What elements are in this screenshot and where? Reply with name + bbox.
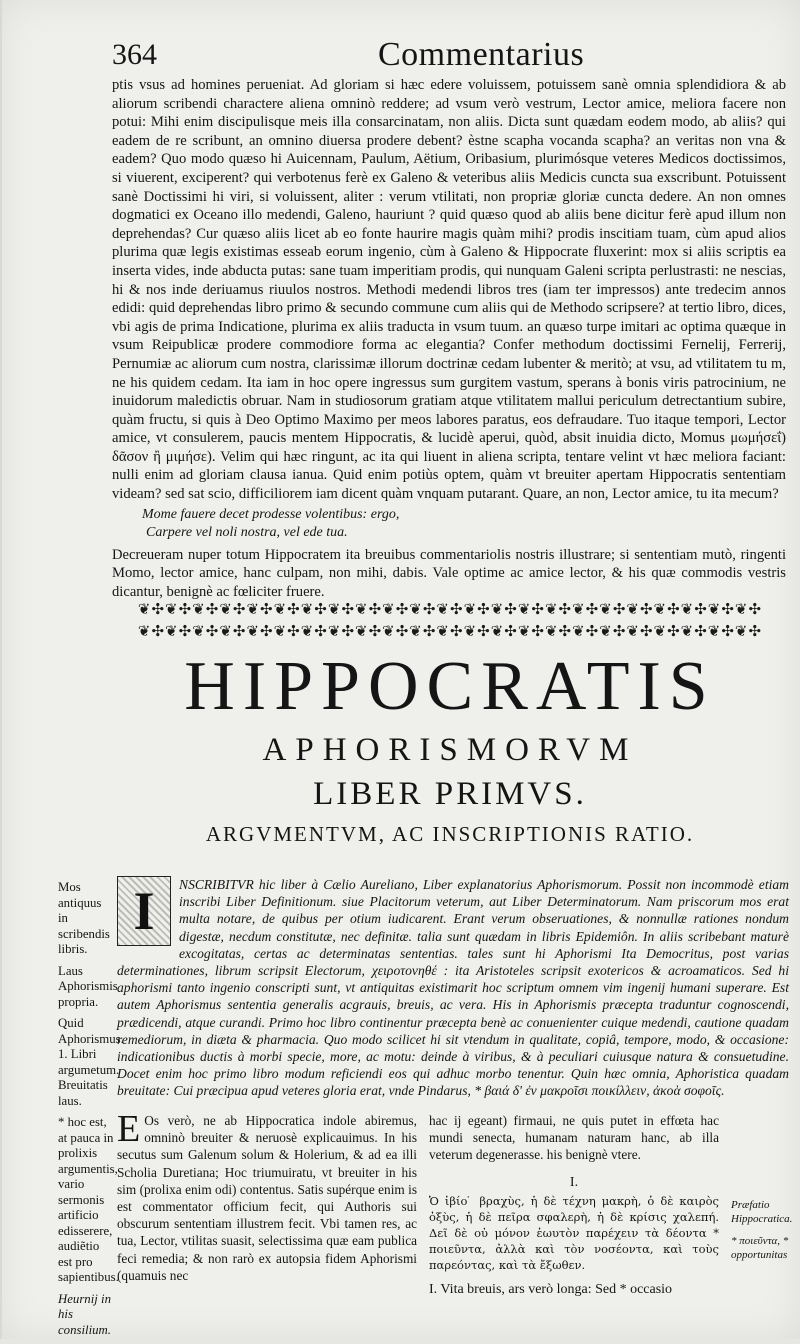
title-sub: APHORISMORVM [262,732,638,768]
latin-aphorism: I. Vita breuis, ars verò longa: Sed * occasio [429,1281,673,1297]
running-head: Commentarius [378,36,585,73]
right-column [429,1112,719,1298]
title-main: HIPPOCRATIS [184,648,716,725]
aphorism-number: I. [569,1174,579,1190]
margin-notes-right [731,1198,791,1270]
verse-line-1: Mome fauere decet prodesse volentibus: ergo, [142,506,400,522]
preface-text [112,76,786,601]
argument-heading: ARGVMENTVM, AC INSCRIPTIONIS RATIO. [205,822,695,846]
ornament-row-1: ❦✣❦✣❦✣❦✣❦✣❦✣❦✣❦✣❦✣❦✣❦✣❦✣❦✣❦✣❦✣❦✣❦✣❦✣❦✣❦✣❦✣❦✣❦✣ [137,600,763,618]
initial-letter-e: E [117,1108,141,1150]
title-block [112,646,788,852]
margin-notes-left [58,880,124,1344]
margin-note: Laus Aphorismis propria. [58,963,118,1009]
decorated-initial [117,876,171,946]
argument-text [117,876,789,1100]
title-book: LIBER PRIMVS. [313,776,587,812]
preface-paragraph-1: ptis vsus ad homines perueniat. Ad gloriam si hæc edere voluissem, potuissem sanè omnia splendidiora & ab aliorum scribendi charactere aliena omninò reddere; ad vsum verò vestrum, Lector amice, meliora facere non potui: Mihi enim discipulisque meis illa consarcinatam, non aliis. Dicta sunt quædam eodem modo, ab aliis? qui eadem de re scribunt, an omnino diuersa prodere debent? èstne scapha vocanda scapha? an veritas non vna & eadem? Quo modo quæso hi Auicennam, Paulum, Aëtium, Oribasium, plurimósque veteres Medicos doctissimos, si viuerent, exciperent? qui verbotenus ferè ex Galeno & veteribus aliis Medicis cuncta sua exscribunt. Potuissent sanè Doctissimi hi viri, si voluissent, aliter : verum vtilitati, non propriæ gloriæ cuncta dedere. An non omnes dogmatici ex Oceano illo medendi, Galeno, hauriunt ? quid quæso quod ab aliis bene dicitur ferè apud illum non deprehendas? Cur quæso aliis licet ab eo fonte haurire magis quàm mihi? prodis inscitiam tuam, cùm apud alios plurima quæ legis existimas esseab eorum ingenio, cùm à Galeno & Hippocrate fluxerint: mox si aliis scriptis ea inserta vides, inde abducta putas: sane tuam imperitiam prodis, qui nunquam Galeni scripta perlustrasti: ne nescias, hi & nos inde deriuamus riuulos nostros. Methodi medendi libros tres (iam ter impressos) ante tredecim annos edidi: quid deprehendas libro primo & secundo commune cum aliis qui de Methodo scripsere? at tertio libro, dices, vbi agis de prima Indicatione, plurima ex aliis traducta in vsum tuum. an quæso turpe imitari ac optima quæque in vsum Reipublicæ prodere commodiore forma ac elegantia? Confer methodum doctissimi Fernelij, Ferrerij, Pernumiæ ac aliorum cum nostra, clarissimæ illorum doctrinæ cedam lubenter & meritò; at vsu, ad vtilitatem tu m, ne his quidem cedam. Ita iam in hoc opere ingressus sum gurgitem vastum, sperans à bonis viris patrocinium, ne inuidorum maledictis obruar. Nam in studiosorum gratiam atque vtilitatem mallui periculum detrectantium subire, quàm fructu, si quis à Deo Optimo Maximo per meos labores paratus, eos defraudare. Tuo itaque tempori, Lector amice, vt consulerem, paucis mentem Hippocratis, & lucidè aperui, quòd, absit inuidia dicto, Momus μωμήσεΐ) δᾶσον ἢ μιμήσε). Velim qui hæc ringunt, ac ita qui liuent in aliena scripta, tentare velint vt hæc meliora faciant: nulli enim ad gloriam clausa ianua. Quid enim potiùs optem, quàm vt breuiter apertam Hippocratis sententiam videam? sed sat scio, difficiliorem iam dicent quàm vnquam putarant. Quare, an non, Lector amice, tu ita mecum? [112,77,786,503]
decorative-ornament-band [112,598,788,642]
greek-aphorism: Ὁ ἰβίο ̇ βραχὺς, ἡ δὲ τέχνη μακρὴ, ὁ δὲ καιρὸς ὀξὺς, ἡ δὲ πεῖρα σφαλερὴ, ἡ δὲ κρίσις χαλεπή. Δεῖ δὲ οὐ μόνον ἑωυτὸν παρέχειν τὰ δέοντα * ποιεῦντα, ἀλλὰ καὶ τὸν νοσέοντα, καὶ τοὺς παρεόντας, καὶ τὰ ἔξωθεν. [429,1193,719,1272]
margin-note: Heurnij in his consilium. [58,1291,111,1337]
page-header [108,36,770,80]
margin-note: Quid Aphorismus. 1. Libri argumetum. Breuitatis laus. [58,1016,124,1108]
margin-note: * ποιεῦντα, * opportunitas [731,1235,789,1261]
page-edge [0,0,2,1339]
margin-note: Præfatio Hippocratica. [731,1199,793,1225]
ornament-row-2: ❦✣❦✣❦✣❦✣❦✣❦✣❦✣❦✣❦✣❦✣❦✣❦✣❦✣❦✣❦✣❦✣❦✣❦✣❦✣❦✣❦✣❦✣❦✣ [137,622,763,640]
left-column [117,1108,417,1284]
verse-line-2: Carpere vel noli nostra, vel ede tua. [146,524,348,540]
margin-note: * hoc est, at pauca in prolixis argumentis, vario sermonis artificio edisserere, audiẽtio est pro sapientibus. [58,1115,119,1284]
initial-letter: I [133,881,155,941]
verse [142,506,786,542]
right-column-intro: hac ij egeant) firmaui, ne quis putet in effœta hac mundi senecta, humanam naturam hanc, ab illa veterum degenerasse. his benignè vtere. [429,1113,719,1163]
argument-body: NSCRIBITVR hic liber à Cælio Aureliano, Liber explanatorius Aphorismorum. Possit non incommodè etiam inscribi Liber Definitionum. siue Placitorum veterum, aut Liber Determinatorum. Nam priscorum mos erat multa notare, de quibus per otium iudicarent. Erant verum obseruationes, & nonnullæ rationes nondum digestæ, necdum constitutæ, nec definitæ. talia sunt quædam in libris Epidemiôn. In aliis scribebant maturè excogitatas, certas ac determinatas sententias. tales sunt hi Aphorismi Ita Democritus, post varias determinationes, librum scripsit Electorum, χειροτονηθέ : ita Aristoteles scripsit exotericos & acroamaticos. Sed hi aphorismi tanto ingenio conscripti sunt, vt antiquitas existimarit hoc scriptum omnem vim ingenij humani superare. Est autem Aphorismus sententia generalis acgrauis, breuis, ac vera. His in Aphorismis præcepta traduntur cognoscendi, prædicendi, atque curandi. Primo hoc libro continentur præcepta benè ac conuenienter cuique medendi, cautione quadam remediorum, in diæta & pharmacia. Quo modo scilicet hi sit vtendum in qualitate, copiâ, tempore, modo, & occasione: indicationibus ductis à morbi specie, more, ac motu: deinde à viribus, & à peculiari cuiusque natura & consuetudine. Docet enim hoc primo libro modum reficiendi eos qui adhuc morbo tenentur. Quin hæc omnia, Aphoristica quadam breuitate: Cui præcipua apud veteres gloria erat, vnde Pindarus, * βαιά δ' ἐν μακροῖσι ποικίλλειν, ἀκοὰ σοφοῖς. [117,877,789,1099]
page-number: 364 [112,38,157,71]
left-column-text: Os verò, ne ab Hippocratica indole abiremus, omninò breuiter & neruosè explicauimus. In his secutus sum Galenum solum & Holerium, & ad ea illi Scholia Duretiana; Hoc triumuiratu, vt breuiter in his sim (prolixa enim odi) contentus. Satis supérque enim is est commentator officium fecit, qui Authoris sui obscurum sententiam illustrem fecit. Vbi tamen res, ac tua, Lector, vtilitas suasit, selectissima quæ eam publica feci remedia; & non rarò ex autopsia fidem Aphorismi (quamuis nec [117,1113,417,1283]
margin-note: Mos antiquus in scribendis libris. [58,880,110,956]
preface-paragraph-2: Decreueram nuper totum Hippocratem ita breuibus commentariolis nostris illustrare; si sententiam mutò, ringenti Momo, lector amice, hanc culpam, non mihi, dabis. Vale optime ac amice lector, & his quæ commodis vestris dicantur, benignè ac fœliciter fruere. [112,546,786,600]
